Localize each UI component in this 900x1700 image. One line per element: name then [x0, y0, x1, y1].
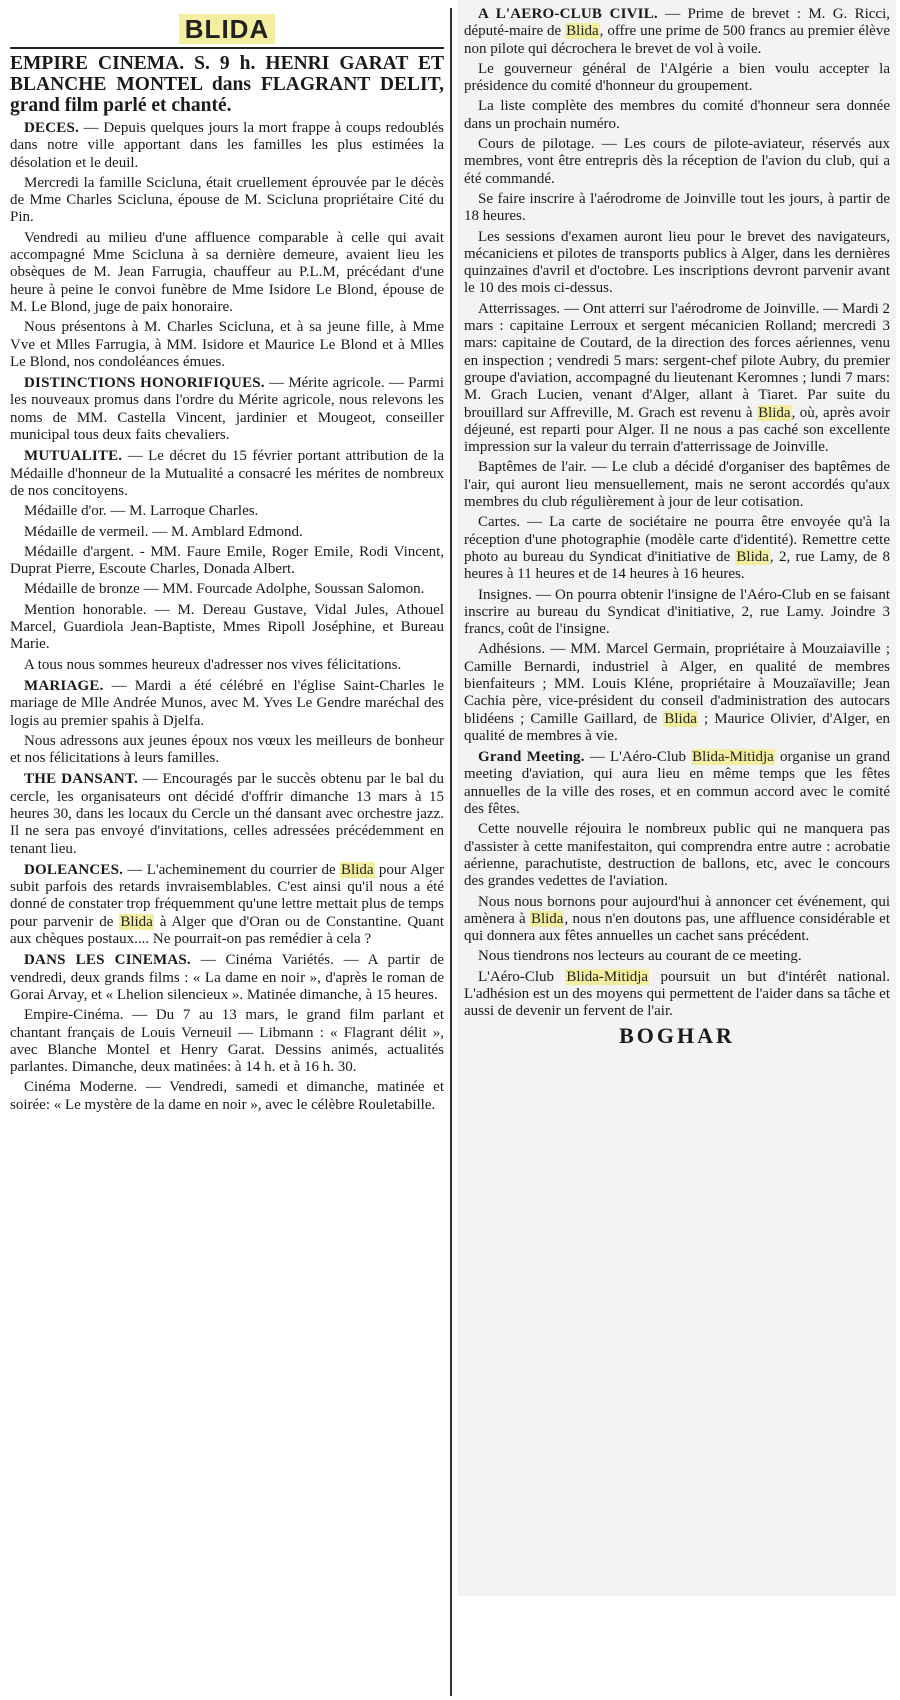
article-text: Vendredi au milieu d'une affluence comparable à celle qui avait accompagné Mme Scicluna à sa dernière demeure, avaient lieu les obsèques de M. Jean Farrugia, chauffeur au P.L.M, précédant d'une heure à peine le convoi funèbre de Mme Isidore Le Blond, épouse de M. Le Blond, juge de paix honoraire.: [10, 229, 444, 315]
article-paragraph: [464, 641, 890, 745]
article-text: Nous adressons aux jeunes époux nos vœux les meilleurs de bonheur et nos félicitations à leurs familles.: [10, 732, 444, 767]
article-paragraph: [10, 602, 444, 654]
article-paragraph: [464, 894, 890, 946]
highlight-term: Blida-Mitidja: [566, 968, 649, 985]
article-text: — Depuis quelques jours la mort frappe à coups redoublés dans notre ville apportant dans les familles les plus estimées la désolation et le deuil.: [10, 120, 444, 171]
article-text: Adhésions. — MM. Marcel Germain, propriétaire à Mouzaiaville ; Camille Bernardi, industriel à Alger, en qualité de membres bienfaiteurs ; MM. Louis Kléne, propriétaire à Mouzaïaville; Jean Cachia père, vice-président du conseil d'administration des autocars blidéens ; Camille Gaillard, de Blida ; Maurice Olivier, d'Alger, en qualité de membres à vie.: [464, 641, 890, 744]
article-text: Se faire inscrire à l'aérodrome de Joinville tout les jours, à partir de 18 heures.: [464, 190, 890, 225]
left-articles: [10, 120, 444, 1114]
article-paragraph: [464, 514, 890, 583]
article-text: Baptêmes de l'air. — Le club a décidé d'organiser des baptêmes de l'air, qui auront lieu mensuellement, mais ne seront accordés qu'aux membres du club régulièrement à jour de leur cotisation.: [464, 459, 890, 511]
article-text: La liste complète des membres du comité d'honneur sera donnée dans un prochain numéro.: [464, 98, 890, 132]
highlight-term: Blida: [530, 910, 564, 927]
highlight-term: Blida: [341, 861, 374, 878]
article-text: Cours de pilotage. — Les cours de pilote-aviateur, réservés aux membres, vont être entrepris dès la réception de l'avion du club, qui a été commandé.: [464, 136, 890, 187]
highlight-term: Blida-Mitidja: [692, 749, 774, 766]
article-paragraph: [464, 821, 890, 890]
highlight-term: Blida: [120, 913, 153, 930]
article-text: Empire-Cinéma. — Du 7 au 13 mars, le grand film parlant et chantant français de Louis Verneuil — Libmann : « Flagrant délit », avec Blanche Montel et Henry Garat. Dessins animés, actualités parlantes. Dimanche, deux matinées: à 14 h. et à 16 h. 30.: [10, 1007, 444, 1076]
article-kicker: DECES.: [24, 120, 79, 136]
article-paragraph: [10, 733, 444, 768]
highlight-term: Blida: [664, 710, 697, 727]
article-paragraph: [464, 98, 890, 133]
article-text: Mercredi la famille Scicluna, était cruellement éprouvée par le décès de Mme Charles Scicluna, épouse de M. Scicluna propriétaire Cité du Pin.: [10, 174, 444, 226]
article-paragraph: [10, 448, 444, 500]
divider: [10, 47, 444, 49]
article-paragraph: [10, 657, 444, 674]
article-text: Cinéma Moderne. — Vendredi, samedi et dimanche, matinée et soirée: « Le mystère de la dame en noir », avec le célèbre Rouletabille.: [10, 1079, 444, 1113]
article-text: Nous nous bornons pour aujourd'hui à annoncer cet événement, qui amènera à Blida, nous n'en doutons pas, une affluence considérable et qui donnera aux fêtes annuelles un cachet sans précédent.: [464, 893, 891, 945]
article-text: A tous nous sommes heureux d'adresser nos vives félicitations.: [24, 656, 402, 673]
article-kicker: THE DANSANT.: [24, 771, 138, 788]
article-text: Le gouverneur général de l'Algérie a bien voulu accepter la présidence du comité d'honneur du groupement.: [464, 60, 890, 95]
article-text: — L'Aéro-Club Blida-Mitidja organise un grand meeting d'aviation, qui aura lieu en même temps que les fêtes annuelles de la ville des roses, et en commun accord avec le comité des fêtes.: [464, 749, 890, 818]
article-paragraph: [464, 229, 890, 298]
article-paragraph: [10, 1007, 444, 1076]
article-text: Insignes. — On pourra obtenir l'insigne de l'Aéro-Club en se faisant inscrire au bureau du Syndicat d'initiative, 2, rue Lamy. Joindre 3 francs, coût de l'insigne.: [464, 586, 890, 638]
article-paragraph: [464, 6, 890, 58]
article-kicker: A L'AERO-CLUB CIVIL.: [478, 6, 658, 22]
article-kicker: Grand Meeting.: [478, 749, 585, 766]
article-text: — Prime de brevet : M. G. Ricci, député-maire de Blida, offre une prime de 500 francs au premier élève non pilote qui décrochera le brevet de vol à voile.: [464, 6, 890, 57]
article-paragraph: [464, 587, 890, 639]
article-kicker: DANS LES CINEMAS.: [24, 952, 191, 969]
article-text: Médaille de vermeil. — M. Amblard Edmond.: [24, 523, 303, 540]
article-text: — Cinéma Variétés. — A partir de vendredi, deux grands films : « La dame en noir », d'après le roman de Gorai Arvay, et « Lhelion silencieux ». Matinée dimanche, à 15 heures.: [10, 952, 444, 1003]
article-text: Cartes. — La carte de sociétaire ne pourra être envoyée qu'à la réception d'une photographie (modèle carte d'identité). Remettre cette photo au bureau du Syndicat d'initiative de Blida, 2, rue Lamy, de 8 heures à 11 heures et de 14 heures à 16 heures.: [464, 514, 890, 583]
article-paragraph: [464, 301, 890, 457]
right-articles: [464, 6, 890, 1021]
article-paragraph: [10, 524, 444, 541]
article-paragraph: [10, 952, 444, 1004]
article-paragraph: [10, 544, 444, 579]
article-paragraph: [464, 191, 890, 226]
article-text: Nous présentons à M. Charles Scicluna, et à sa jeune fille, à Mme Vve et Mlles Farrugia, à MM. Isidore et Maurice Le Blond et à Mlles Le Blond, nos condoléances émues.: [10, 319, 444, 370]
article-paragraph: [10, 581, 444, 598]
article-paragraph: [10, 503, 444, 520]
article-paragraph: [10, 1079, 444, 1114]
article-text: — Mérite agricole. — Parmi les nouveaux promus dans l'ordre du Mérite agricole, nous relevons les noms de MM. Castella Vincent, jardinier et Mougeot, conseiller municipal tous deux faits chevaliers.: [10, 375, 444, 444]
article-kicker: DISTINCTIONS HONORIFIQUES.: [24, 375, 265, 392]
article-paragraph: [464, 136, 890, 188]
article-text: — Mardi a été célébré en l'église Saint-Charles le mariage de Mlle Andrée Munos, avec M. Yves Le Gendre maréchal des logis au premier spahis à Djelfa.: [10, 677, 444, 729]
article-text: Médaille de bronze — MM. Fourcade Adolphe, Soussan Salomon.: [24, 581, 425, 598]
article-paragraph: [10, 375, 444, 444]
article-paragraph: [464, 969, 890, 1021]
article-paragraph: [464, 948, 890, 965]
article-paragraph: [10, 120, 444, 172]
article-paragraph: [464, 749, 890, 818]
highlight-term: Blida: [736, 548, 769, 565]
article-kicker: DOLEANCES.: [24, 861, 124, 878]
article-text: Mention honorable. — M. Dereau Gustave, Vidal Jules, Athouel Marcel, Guardiola Jean-Baptiste, Mmes Ripoll Joséphine, et Bureau Marie.: [10, 601, 444, 653]
article-text: Médaille d'or. — M. Larroque Charles.: [24, 503, 259, 520]
article-paragraph: [10, 862, 444, 948]
article-paragraph: [10, 175, 444, 227]
article-text: L'Aéro-Club Blida-Mitidja poursuit un but d'intérêt national. L'adhésion est un des moyens qui permettent de l'aider dans sa tâche et aussi de devenir un fervent de l'air.: [464, 968, 890, 1020]
article-text: Nous tiendrons nos lecteurs au courant de ce meeting.: [478, 948, 802, 965]
article-text: Cette nouvelle réjouira le nombreux public qui ne manquera pas d'assister à cette manifestaiton, qui comprendra entre autre : acrobatie aérienne, parachutiste, destruction de ballons, etc, avec le concours des grandes vedettes de l'aviation.: [464, 821, 890, 890]
article-paragraph: [10, 771, 444, 857]
section-title: BLIDA: [10, 14, 444, 45]
article-paragraph: [464, 459, 890, 511]
next-section-heading: BOGHAR: [619, 1022, 735, 1048]
highlight-term: Blida: [566, 23, 599, 40]
right-column: [458, 0, 896, 1596]
left-column: [4, 8, 452, 1696]
highlight-term: Blida: [758, 404, 791, 421]
article-paragraph: [464, 61, 890, 96]
article-text: Atterrissages. — Ont atterri sur l'aérodrome de Joinville. — Mardi 2 mars : capitaine Lerroux et sergent mécanicien Rolland; mercredi 3 mars: capitaine de Coutard, de la direction des forces aériennes, venu en inspection ; vendredi 5 mars: sergent-chef pilote Aubry, du premier groupe d'aviation, accompagné du lieutenant Keromnes ; lundi 7 mars: M. Grach Lucien, venant d'Alger, allant à Tiaret. Par suite du brouillard sur Affreville, M. Grach est revenu à Blida, où, après avoir déjeuné, est reparti pour Alger. Il ne nous a pas caché son excellente impression sur la valeur du terrain d'atterrissage de Joinville.: [464, 300, 891, 456]
headline: EMPIRE CINEMA. S. 9 h. HENRI GARAT ET BLANCHE MONTEL dans FLAGRANT DELIT, grand film parlé et chanté.: [10, 53, 444, 116]
article-kicker: MARIAGE.: [24, 677, 104, 694]
article-text: — Encouragés par le succès obtenu par le bal du cercle, les organisateurs ont décidé d'offrir dimanche 13 mars à 15 heures 30, dans les locaux du Cercle un thé dansant avec orchestre jazz. Il ne sera pas envoyé d'invitations, celles adressées précédemment en tenant lieu.: [10, 771, 444, 857]
article-text: Médaille d'argent. - MM. Faure Emile, Roger Emile, Rodi Vincent, Duprat Pierre, Escoute Charles, Donada Albert.: [10, 543, 444, 578]
article-paragraph: [10, 230, 444, 316]
article-paragraph: [10, 678, 444, 730]
article-text: — L'acheminement du courrier de Blida pour Alger subit parfois des retards invraisemblables. C'est ainsi qu'il nous a été donné de constater trop fréquemment qu'une lettre mettait plus de temps pour parvenir de Blida à Alger que d'Oran ou de Constantine. Quant aux chèques postaux.... Ne pourrait-on pas remédier à cela ?: [10, 861, 445, 948]
article-paragraph: [10, 319, 444, 371]
article-text: Les sessions d'examen auront lieu pour le brevet des navigateurs, mécaniciens et pilotes de transports publics à Alger, dans les dernières quinzaines d'avril et d'octobre. Les inscriptions devront parvenir avant le 10 des mois ci-dessus.: [464, 228, 890, 297]
article-kicker: MUTUALITE.: [24, 448, 123, 465]
article-text: — Le décret du 15 février portant attribution de la Médaille d'honneur de la Mutualité a consacré les mérites de nombreux de nos concitoyens.: [10, 448, 444, 499]
